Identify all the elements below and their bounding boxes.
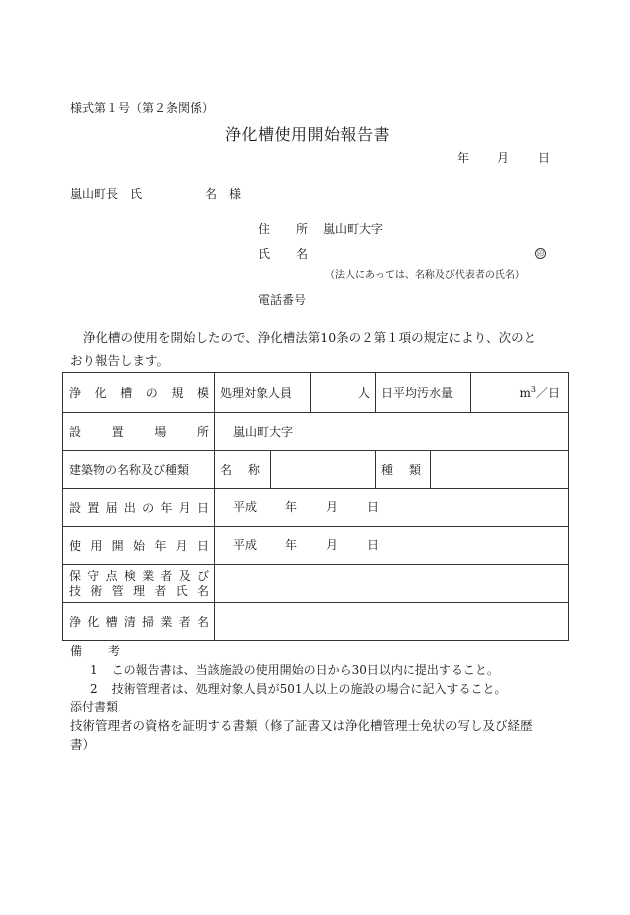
row-maintenance-label: 保 守 点 検 業 者 及 び 技 術 管 理 者 氏 名 <box>69 568 209 598</box>
phone-label: 電話番号 <box>258 293 307 307</box>
cleaning-input[interactable] <box>215 603 568 640</box>
building-type-label: 種 類 <box>381 463 421 477</box>
seal-mark: 印 <box>537 249 544 258</box>
date-year: 年 <box>457 151 470 165</box>
persons-input[interactable] <box>311 373 375 412</box>
row-location-label: 設 置 場 所 <box>69 425 209 439</box>
start-month: 月 <box>326 538 339 553</box>
date-month: 月 <box>497 151 510 165</box>
remark-text: この報告書は、当該施設の使用開始の日から30日以内に提出すること。 <box>111 663 499 677</box>
remark-item-1 <box>90 663 499 677</box>
start-era: 平成 <box>233 538 258 553</box>
name-label: 氏 名 <box>258 247 308 261</box>
address-value: 嵐山町大字 <box>323 222 384 236</box>
row-building-label: 建築物の名称及び種類 <box>69 463 190 477</box>
attachments-heading: 添付書類 <box>70 700 119 714</box>
persons-label: 処理対象人員 <box>220 386 293 400</box>
persons-unit: 人 <box>357 386 370 400</box>
date-day: 日 <box>538 151 551 165</box>
building-type-input[interactable] <box>431 451 568 488</box>
building-name-input[interactable] <box>271 451 375 488</box>
volume-input[interactable] <box>471 373 568 412</box>
remarks-heading: 備 考 <box>70 644 120 658</box>
addressee-prefix: 嵐山町長 氏 <box>70 187 143 201</box>
maintenance-input[interactable] <box>215 565 568 602</box>
location-input[interactable] <box>215 413 568 450</box>
intro-line-2: おり報告します。 <box>70 353 170 368</box>
addressee-name: 名 様 <box>205 187 241 201</box>
page-title: 浄化槽使用開始報告書 <box>225 125 391 144</box>
start-date-input[interactable] <box>215 527 568 564</box>
remark-text: 技術管理者は、処理対象人員が501人以上の施設の場合に記入すること。 <box>111 682 507 696</box>
start-day: 日 <box>367 538 380 553</box>
address-label: 住 所 <box>258 222 308 236</box>
remark-number: 1 <box>90 663 98 677</box>
row-cleaning-label: 浄 化 槽 清 掃 業 者 名 <box>69 615 209 629</box>
attachments-line-1: 技術管理者の資格を証明する書類（修了証書又は浄化槽管理士免状の写し及び経歴 <box>70 718 533 733</box>
remark-number: 2 <box>90 682 98 696</box>
location-value: 嵐山町大字 <box>233 425 294 439</box>
attachments-line-2: 書） <box>70 737 96 752</box>
start-year: 年 <box>285 538 298 553</box>
notification-year: 年 <box>285 500 298 515</box>
notification-day: 日 <box>367 500 380 515</box>
notification-date-input[interactable] <box>215 489 568 526</box>
notification-era: 平成 <box>233 500 258 515</box>
intro-line-1: 浄化槽の使用を開始したので、浄化槽法第10条の２第１項の規定により、次のと <box>83 330 537 345</box>
row-scale-label: 浄 化 槽 の 規 模 <box>69 386 209 400</box>
remark-item-2 <box>90 682 507 696</box>
volume-label: 日平均汚水量 <box>381 386 454 400</box>
form-number: 様式第１号（第２条関係） <box>70 101 215 115</box>
row-start-date-label: 使 用 開 始 年 月 日 <box>69 539 209 553</box>
volume-unit: $m^3/$日 <box>519 385 560 400</box>
row-notification-date-label: 設 置 届 出 の 年 月 日 <box>69 501 209 515</box>
notification-month: 月 <box>326 500 339 515</box>
building-name-label: 名 称 <box>220 463 260 477</box>
corporate-note: （法人にあっては、名称及び代表者の氏名） <box>325 270 525 281</box>
